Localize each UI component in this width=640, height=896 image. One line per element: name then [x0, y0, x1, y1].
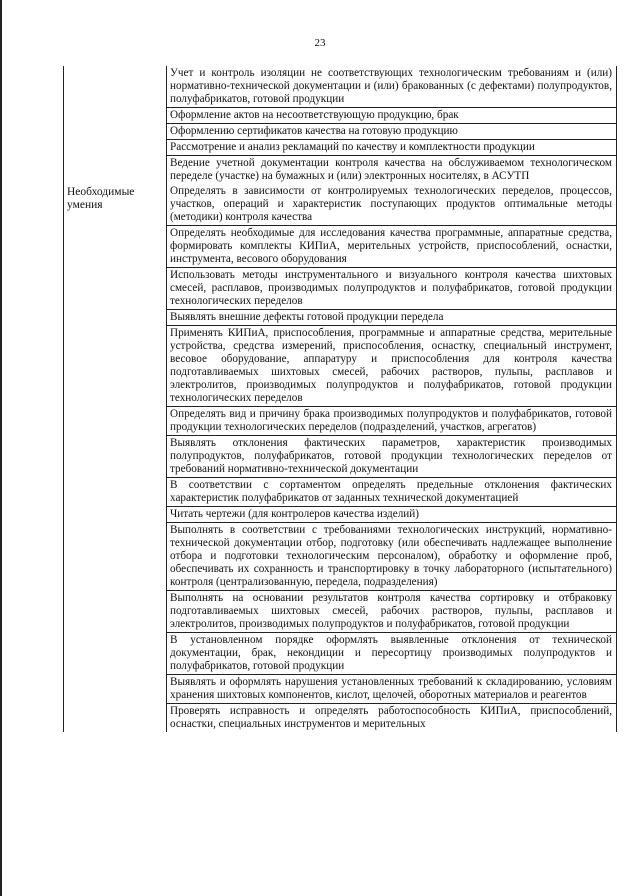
- table-row: Выполнять в соответствии с требованиями технологических инструкций, нормативно-технической документации отбор, подготовку (или обеспечивать надлежащее выполнение отбора и подготовки технологическим персоналом), обработку и оформление проб, обеспечивать их сохранность и транспортировку в точку лабораторного (испытательного) контроля (централизованную, передела, подразделения): [167, 523, 616, 591]
- table-row: Использовать методы инструментального и визуального контроля качества шихтовых смесей, расплавов, производимых полупродуктов и полуфабрикатов, готовой продукции технологических переделов: [167, 268, 616, 310]
- table-row: Определять необходимые для исследования качества программные, аппаратные средства, формировать комплекты КИПиА, мерительных устройств, приспособлений, оснастки, инструмента, весового оборудования: [167, 226, 616, 268]
- page-number: 23: [314, 37, 326, 49]
- table-row: Рассмотрение и анализ рекламаций по качеству и комплектности продукции: [167, 140, 616, 156]
- table-row: Проверять исправность и определять работоспособность КИПиА, приспособлений, оснастки, специальных инструментов и мерительных: [170, 705, 612, 730]
- table-row: Определять вид и причину брака производимых полупродуктов и полуфабрикатов, готовой продукции технологических переделов (подразделений, участков, агрегатов): [167, 407, 616, 436]
- table-row: Учет и контроль изоляции не соответствующих технологическим требованиям и (или) нормативно-технической документации и (или) бракованных (с дефектами) полупродуктов, полуфабрикатов, готовой продукции: [167, 66, 616, 108]
- table-row: Выявлять внешние дефекты готовой продукции передела: [167, 310, 616, 326]
- scan-edge: [0, 0, 2, 896]
- table-row: Читать чертежи (для контролеров качества изделий): [167, 507, 616, 523]
- section-label-cell: [64, 66, 167, 184]
- table-row: В установленном порядке оформлять выявленные отклонения от технической документации, брак, некондиции и пересортицу производимых полупродуктов и полуфабрикатов, готовой продукции: [167, 633, 616, 675]
- section-label: Необходимые умения: [67, 186, 135, 211]
- table-row: Выявлять и оформлять нарушения установленных требований к складированию, условиям хранения шихтовых компонентов, кислот, щелочей, оборотных материалов и реагентов: [167, 675, 616, 704]
- section-label-cell: [64, 184, 167, 732]
- table-row: Ведение учетной документации контроля качества на обслуживаемом технологическом переделе (участке) на бумажных и (или) электронных носителях, в АСУТП: [170, 157, 612, 182]
- table-row: Применять КИПиА, приспособления, программные и аппаратные средства, мерительные устройства, средства измерений, приспособления, оснастку, специальный инструмент, весовое оборудование, аппаратуру и приспособления для контроля качества подготавливаемых шихтовых смесей, рабочих растворов, пульпы, расплавов и электролитов, производимых полупродуктов и полуфабрикатов, готовой продукции технологических переделов: [167, 326, 616, 407]
- document-table: [63, 66, 617, 732]
- section-content: [167, 184, 616, 732]
- section-content: [167, 66, 616, 184]
- table-row: Оформлению сертификатов качества на готовую продукцию: [167, 124, 616, 140]
- table-row: Выполнять на основании результатов контроля качества сортировку и отбраковку подготавливаемых шихтовых смесей, рабочих растворов, пульпы, расплавов и электролитов, производимых полупродуктов и полуфабрикатов, готовой продукции: [167, 591, 616, 633]
- table-row: Выявлять отклонения фактических параметров, характеристик производимых полупродуктов, полуфабрикатов, готовой продукции технологических переделов от требований нормативно-технической документации: [167, 436, 616, 478]
- section-label: [64, 66, 166, 70]
- table-row: Оформление актов на несоответствующую продукцию, брак: [167, 108, 616, 124]
- table-row: Определять в зависимости от контролируемых технологических переделов, процессов, участков, операций и характеристик поступающих продуктов оптимальные методы (методики) контроля качества: [167, 184, 616, 226]
- table-row: В соответствии с сортаментом определять предельные отклонения фактических характеристик полуфабрикатов от заданных технической документацией: [167, 478, 616, 507]
